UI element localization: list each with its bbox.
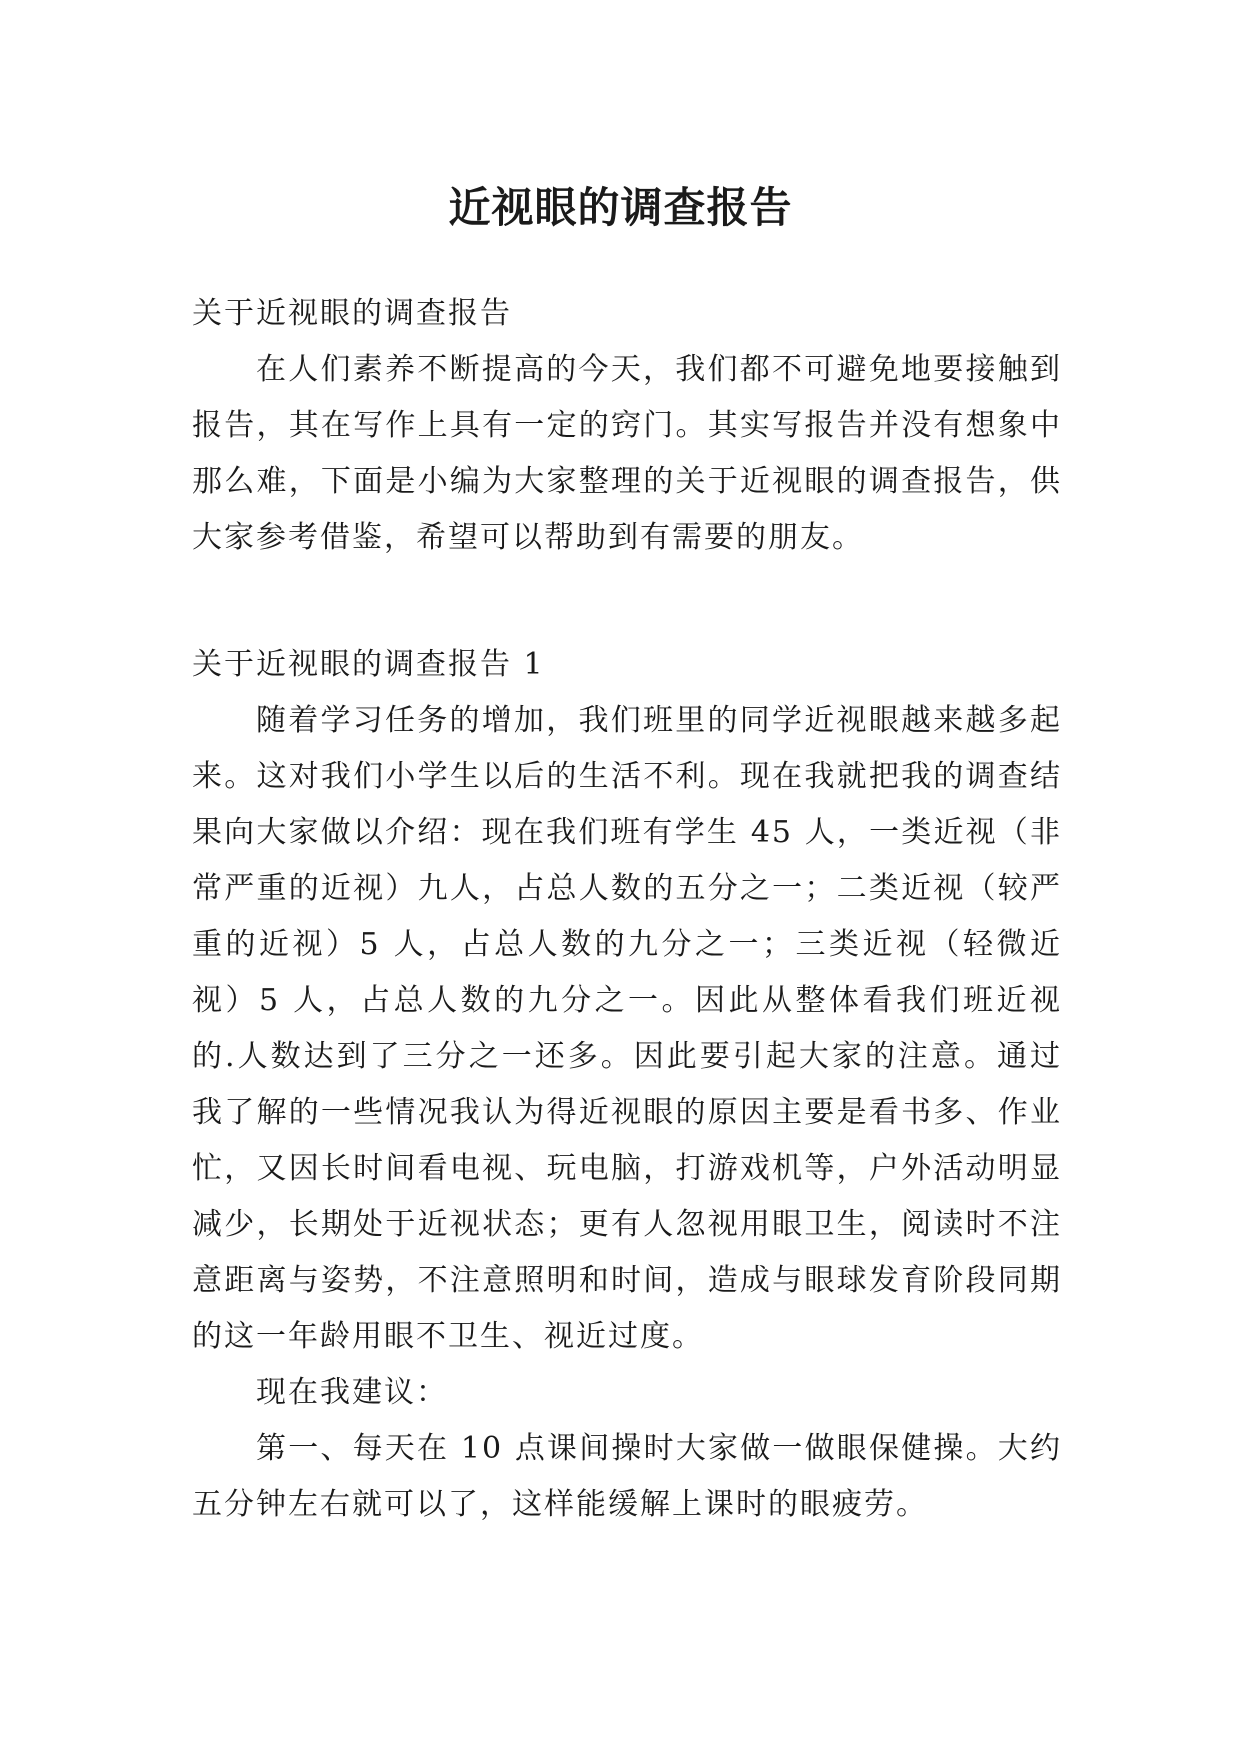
report-section-1 bbox=[192, 637, 1062, 1533]
section-1-paragraph-suggestion-intro: 现在我建议： bbox=[256, 1375, 448, 1410]
intro-paragraph: 在人们素养不断提高的今天，我们都不可避免地要接触到报告，其在写作上具有一定的窍门。其实写报告并没有想象中那么难，下面是小编为大家整理的关于近视眼的调查报告，供大家参考借鉴，希望可以帮助到有需要的朋友。 bbox=[192, 352, 1062, 555]
intro-heading: 关于近视眼的调查报告 bbox=[192, 296, 512, 331]
section-1-heading: 关于近视眼的调查报告 1 bbox=[192, 647, 545, 682]
document-title: 近视眼的调查报告 bbox=[448, 183, 793, 233]
section-1-paragraph-suggestion-1: 第一、每天在 10 点课间操时大家做一做眼保健操。大约五分钟左右就可以了，这样能缓解上课时的眼疲劳。 bbox=[192, 1431, 1062, 1522]
intro-section bbox=[192, 286, 1062, 566]
section-1-paragraph-survey: 随着学习任务的增加，我们班里的同学近视眼越来越多起来。这对我们小学生以后的生活不利。现在我就把我的调查结果向大家做以介绍：现在我们班有学生 45 人，一类近视（非常严重的近视）九人，占总人数的五分之一；二类近视（较严重的近视）5 人，占总人数的九分之一；三类近视（轻微近视）5 人，占总人数的九分之一。因此从整体看我们班近视的.人数达到了三分之一还多。因此要引起大家的注意。通过我了解的一些情况我认为得近视眼的原因主要是看书多、作业忙，又因长时间看电视、玩电脑，打游戏机等，户外活动明显减少，长期处于近视状态；更有人忽视用眼卫生，阅读时不注意距离与姿势，不注意照明和时间，造成与眼球发育阶段同期的这一年龄用眼不卫生、视近过度。 bbox=[192, 703, 1062, 1354]
